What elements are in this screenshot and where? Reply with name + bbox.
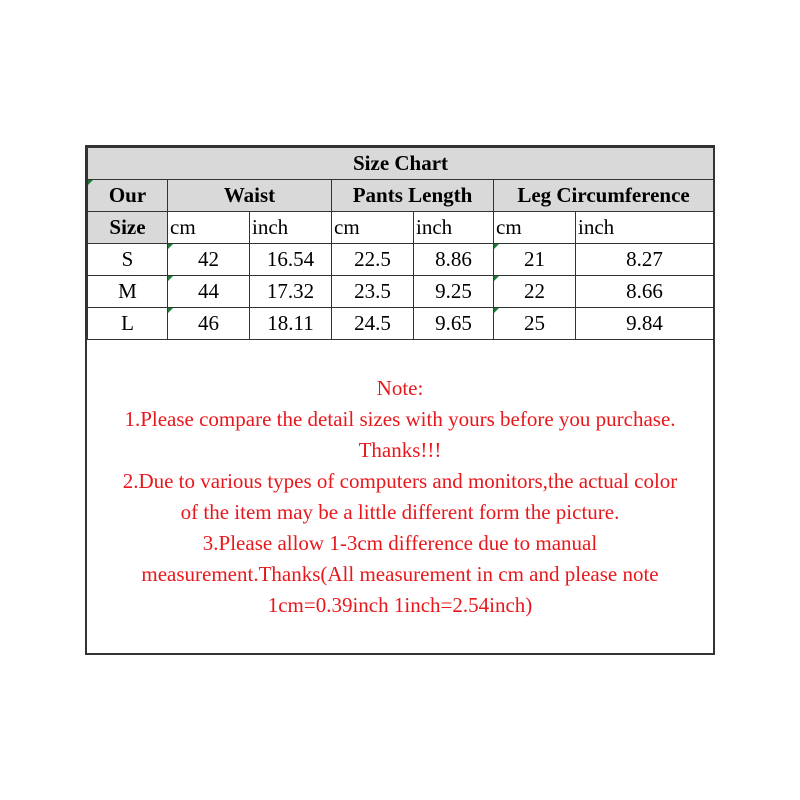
value-cell: 9.65 — [414, 308, 494, 340]
note-line: 3.Please allow 1-3cm difference due to manual — [202, 530, 598, 555]
note-line: of the item may be a little different form the picture. — [180, 499, 620, 524]
value-cell: 22.5 — [332, 244, 414, 276]
value-cell: 23.5 — [332, 276, 414, 308]
unit-cell: cm — [494, 212, 576, 244]
table-row — [88, 276, 714, 308]
group-header-row — [88, 180, 714, 212]
value-cell: 46 — [168, 308, 250, 340]
chart-title: Size Chart — [88, 148, 714, 180]
value-cell: 22 — [494, 276, 576, 308]
table-row — [88, 244, 714, 276]
waist-header: Waist — [168, 180, 332, 212]
value-cell: 17.32 — [250, 276, 332, 308]
note-block — [87, 340, 713, 653]
value-cell: 8.86 — [414, 244, 494, 276]
value-cell: 16.54 — [250, 244, 332, 276]
pants-length-header: Pants Length — [332, 180, 494, 212]
value-cell: 8.27 — [576, 244, 714, 276]
value-cell: 9.25 — [414, 276, 494, 308]
value-cell: 42 — [168, 244, 250, 276]
table-row — [88, 308, 714, 340]
note-line: 1cm=0.39inch 1inch=2.54inch) — [267, 592, 533, 617]
title-row — [88, 148, 714, 180]
value-cell: 8.66 — [576, 276, 714, 308]
size-chart-sheet — [85, 145, 715, 655]
note-line: measurement.Thanks(All measurement in cm and please note — [141, 561, 659, 586]
value-cell: 18.11 — [250, 308, 332, 340]
size-label: M — [88, 276, 168, 308]
unit-cell: cm — [332, 212, 414, 244]
unit-cell: inch — [414, 212, 494, 244]
size-chart-table — [87, 147, 714, 340]
size-header-line2: Size — [88, 212, 168, 244]
note-heading: Note: — [376, 375, 424, 400]
unit-cell: inch — [576, 212, 714, 244]
value-cell: 21 — [494, 244, 576, 276]
value-cell: 25 — [494, 308, 576, 340]
leg-circumference-header: Leg Circumference — [494, 180, 714, 212]
note-line: 2.Due to various types of computers and monitors,the actual color — [122, 468, 678, 493]
note-line: Thanks!!! — [358, 437, 442, 462]
size-label: L — [88, 308, 168, 340]
value-cell: 9.84 — [576, 308, 714, 340]
unit-cell: cm — [168, 212, 250, 244]
value-cell: 44 — [168, 276, 250, 308]
size-header-line1: Our — [88, 180, 168, 212]
unit-cell: inch — [250, 212, 332, 244]
note-line: 1.Please compare the detail sizes with yours before you purchase. — [124, 406, 676, 431]
size-label: S — [88, 244, 168, 276]
value-cell: 24.5 — [332, 308, 414, 340]
unit-header-row — [88, 212, 714, 244]
